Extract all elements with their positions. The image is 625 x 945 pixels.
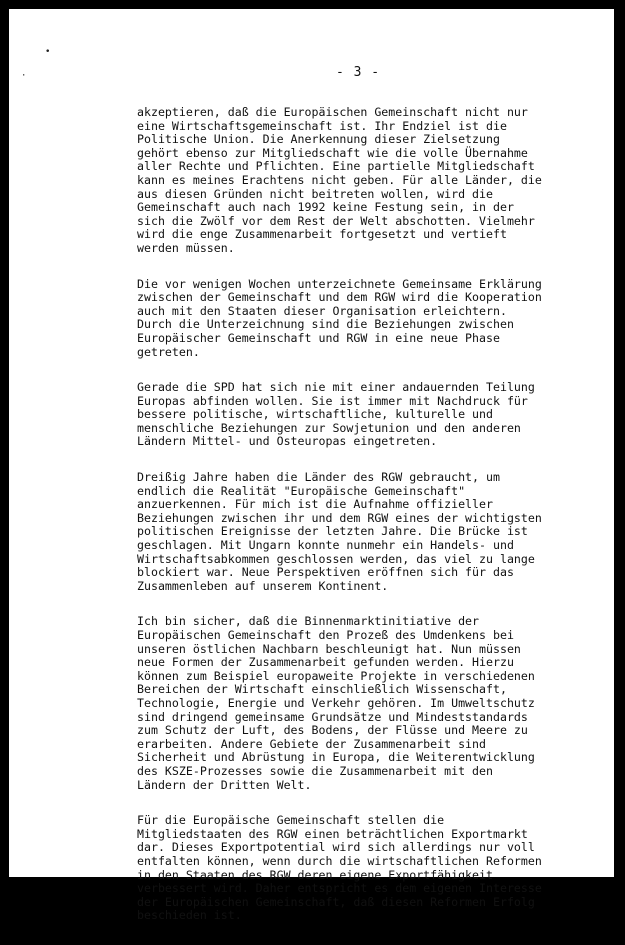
paragraph bbox=[137, 471, 577, 593]
text-line: menschliche Beziehungen zur Sowjetunion und den anderen bbox=[137, 420, 521, 435]
text-line: Gerade die SPD hat sich nie mit einer andauernden Teilung bbox=[137, 380, 535, 395]
text-line: aus diesen Gründen nicht beitreten wollen, wird die bbox=[137, 186, 493, 201]
text-line: in den Staaten des RGW deren eigene Exportfähigkeit bbox=[137, 867, 493, 882]
text-line: Europäischer Gemeinschaft und RGW in eine neue Phase bbox=[137, 330, 500, 345]
text-line: Ländern der Dritten Welt. bbox=[137, 777, 312, 792]
scan-speck: · bbox=[21, 71, 27, 81]
document-body bbox=[137, 106, 577, 945]
text-line: Für die Europäische Gemeinschaft stellen die bbox=[137, 813, 445, 828]
text-line: zum Schutz der Luft, des Bodens, der Flüsse und Meere zu bbox=[137, 723, 528, 738]
paragraph bbox=[137, 278, 577, 360]
text-line: kann es meines Erachtens nicht geben. Für alle Länder, die bbox=[137, 172, 542, 187]
text-line: sich die Zwölf vor dem Rest der Welt abschotten. Vielmehr bbox=[137, 213, 535, 228]
text-line: Gemeinschaft auch nach 1992 keine Festung sein, in der bbox=[137, 200, 514, 215]
paragraph bbox=[137, 106, 577, 256]
text-line: bessere politische, wirtschaftliche, kulturelle und bbox=[137, 407, 493, 422]
text-line: sind dringend gemeinsame Grundsätze und Mindeststandards bbox=[137, 709, 528, 724]
text-line: endlich die Realität "Europäische Gemeinschaft" bbox=[137, 483, 466, 498]
paragraph bbox=[137, 615, 577, 792]
text-line: Sicherheit und Abrüstung in Europa, die Weiterentwicklung bbox=[137, 750, 535, 765]
text-line: Zusammenleben auf unserem Kontinent. bbox=[137, 578, 389, 593]
text-line: Beziehungen zwischen ihr und dem RGW eines der wichtigsten bbox=[137, 510, 542, 525]
text-line: Technologie, Energie und Verkehr gehören. Im Umweltschutz bbox=[137, 695, 535, 710]
text-line: entfalten können, wenn durch die wirtschaftlichen Reformen bbox=[137, 853, 542, 868]
paragraph bbox=[137, 381, 577, 449]
text-line: werden müssen. bbox=[137, 240, 235, 255]
text-line: Ländern Mittel- und Osteuropas eingetreten. bbox=[137, 434, 438, 449]
text-line: neue Formen der Zusammenarbeit gefunden werden. Hierzu bbox=[137, 655, 514, 670]
text-line: eine Wirtschaftsgemeinschaft ist. Ihr Endziel ist die bbox=[137, 118, 507, 133]
text-line: Europas abfinden wollen. Sie ist immer mit Nachdruck für bbox=[137, 393, 528, 408]
text-line: Wirtschaftsabkommen geschlossen werden, das viel zu lange bbox=[137, 551, 535, 566]
text-line: erarbeiten. Andere Gebiete der Zusammenarbeit sind bbox=[137, 736, 487, 751]
text-line: Europäischen Gemeinschaft den Prozeß des Umdenkens bei bbox=[137, 628, 514, 642]
text-line: verbessert wird. Daher entspricht es dem eigenen Interesse bbox=[137, 881, 542, 896]
page-number: - 3 - bbox=[336, 65, 381, 80]
text-line: Dreißig Jahre haben die Länder des RGW gebraucht, um bbox=[137, 470, 500, 485]
text-line: gehört ebenso zur Mitgliedschaft wie die volle Übernahme bbox=[137, 145, 528, 160]
text-line: getreten. bbox=[137, 344, 200, 359]
text-line: unseren östlichen Nachbarn beschleunigt hat. Nun müssen bbox=[137, 641, 521, 656]
text-line: Politische Union. Die Anerkennung dieser Zielsetzung bbox=[137, 132, 500, 147]
text-line: politischen Ereignisse der letzten Jahre. Die Brücke ist bbox=[137, 524, 528, 539]
text-line: wird die enge Zusammenarbeit fortgesetzt und vertieft bbox=[137, 227, 507, 242]
text-line: geschlagen. Mit Ungarn konnte nunmehr ein Handels- und bbox=[137, 538, 514, 553]
text-line: anzuerkennen. Für mich ist die Aufnahme offizieller bbox=[137, 497, 493, 512]
text-line: des KSZE-Prozesses sowie die Zusammenarbeit mit den bbox=[137, 763, 493, 778]
text-line: aller Rechte und Pflichten. Eine partielle Mitgliedschaft bbox=[137, 159, 535, 174]
text-line: akzeptieren, daß die Europäischen Gemeinschaft nicht nur bbox=[137, 105, 528, 119]
text-line: Ich bin sicher, daß die Binnenmarktinitiative der bbox=[137, 614, 480, 629]
text-line: können zum Beispiel europaweite Projekte in verschiedenen bbox=[137, 668, 535, 683]
text-line: Die vor wenigen Wochen unterzeichnete Gemeinsame Erklärung bbox=[137, 276, 542, 291]
text-line: zwischen der Gemeinschaft und dem RGW wird die Kooperation bbox=[137, 290, 542, 305]
paragraph bbox=[137, 814, 577, 923]
text-line: blockiert war. Neue Perspektiven eröffnen sich für das bbox=[137, 565, 514, 580]
text-line: auch mit den Staaten dieser Organisation erleichtern. bbox=[137, 303, 507, 318]
text-line: der Europäischen Gemeinschaft, daß diesen Reformen Erfolg bbox=[137, 894, 535, 909]
text-line: Mitgliedstaaten des RGW einen beträchtlichen Exportmarkt bbox=[137, 826, 528, 841]
text-line: Bereichen der Wirtschaft einschließlich Wissenschaft, bbox=[137, 682, 507, 697]
scan-speck: • bbox=[45, 47, 51, 57]
text-line: dar. Dieses Exportpotential wird sich allerdings nur voll bbox=[137, 840, 535, 855]
text-line: Durch die Unterzeichnung sind die Beziehungen zwischen bbox=[137, 317, 514, 332]
text-line: beschieden ist. bbox=[137, 908, 242, 923]
